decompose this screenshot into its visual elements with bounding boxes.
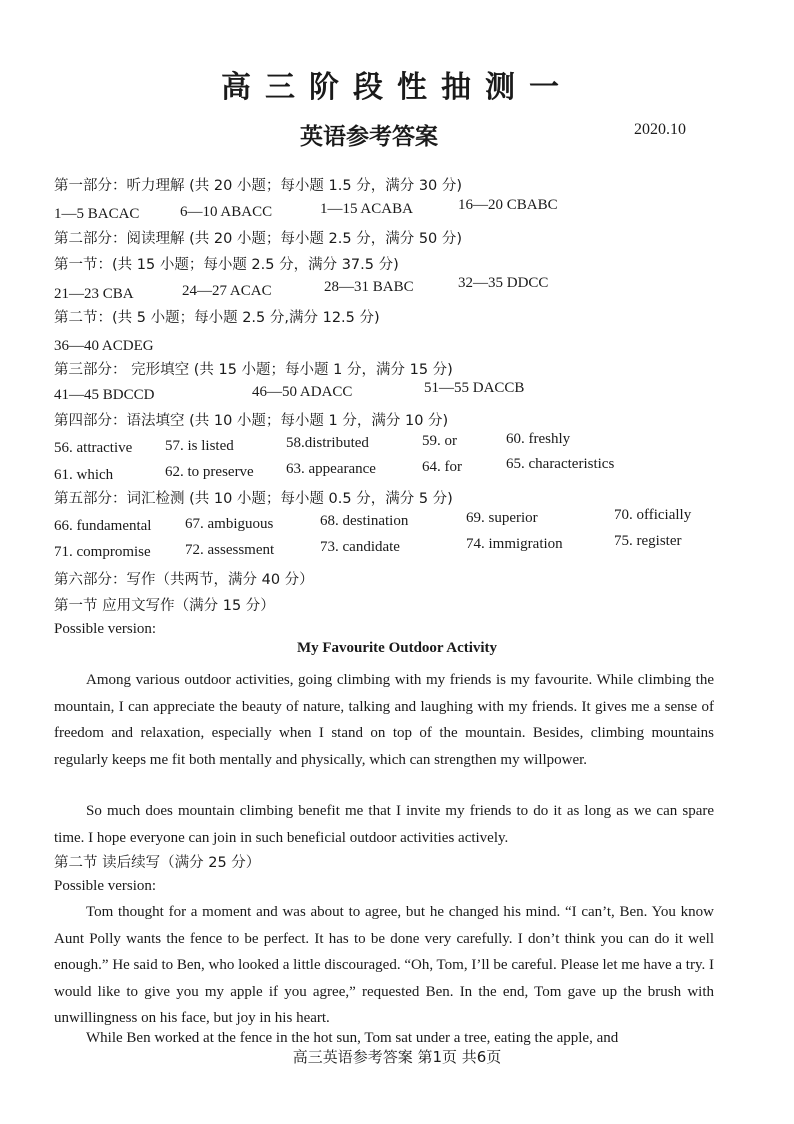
part5-answer: 67. ambiguous <box>185 516 274 532</box>
part5-answer: 70. officially <box>614 507 692 523</box>
essay-title: My Favourite Outdoor Activity <box>296 640 498 656</box>
part5-answer: 75. register <box>614 533 682 549</box>
part1-answer: 1—15 ACABA <box>320 201 413 217</box>
story-paragraph: Tom thought for a moment and was about to agree, but he changed his mind. “I can’t, Ben. You know Aunt Polly wants the fence to be perfect. It has to be done very carefully. I don’t think you can do it well enough.” He said to Ben, who looked a little discouraged. “Oh, Tom, I’ll be careful. Please let me have a try. I would like to give you my apple if you agree,” requested Ben. In the end, Tom gave up the brush with unwillingness on his face, but joy in his heart. <box>54 904 714 1026</box>
part1-heading: 第一部分：听力理解 (共 20 小题；每小题 1.5 分，满分 30 分) <box>54 178 463 194</box>
writing-section1-heading: 第一节 应用文写作（满分 15 分） <box>54 598 275 614</box>
part6-heading: 第六部分：写作（共两节，满分 40 分） <box>54 572 314 588</box>
part5-answer: 71. compromise <box>54 544 151 560</box>
part4-answer: 60. freshly <box>506 431 571 447</box>
writing-section2-heading: 第二节 读后续写（满分 25 分） <box>54 855 261 871</box>
part3-answer: 46—50 ADACC <box>252 384 353 400</box>
part1-answer: 1—5 BACAC <box>54 206 140 222</box>
part3-answer: 41—45 BDCCD <box>54 387 155 403</box>
part4-answer: 57. is listed <box>165 438 234 454</box>
part1-answer: 16—20 CBABC <box>458 197 558 213</box>
part4-answer: 63. appearance <box>286 461 376 477</box>
page-footer: 高三英语参考答案 第1页 共6页 <box>292 1048 502 1066</box>
part1-answer: 6—10 ABACC <box>180 204 273 220</box>
part5-answer: 68. destination <box>320 513 409 529</box>
part2-answer: 24—27 ACAC <box>182 283 272 299</box>
part5-answer: 69. superior <box>466 510 538 526</box>
part4-answer: 64. for <box>422 459 462 475</box>
story-paragraph: While Ben worked at the fence in the hot sun, Tom sat under a tree, eating the apple, and <box>86 1030 619 1046</box>
essay-paragraph: So much does mountain climbing benefit me that I invite my friends to do it as long as we can spare time. I hope everyone can join in such beneficial outdoor activities actively. <box>54 803 714 846</box>
possible-version-label: Possible version: <box>54 621 157 637</box>
part5-heading: 第五部分：词汇检测 (共 10 小题；每小题 0.5 分，满分 5 分) <box>54 491 453 507</box>
part4-answer: 61. which <box>54 467 114 483</box>
possible-version-label: Possible version: <box>54 878 157 894</box>
part4-heading: 第四部分：语法填空 (共 10 小题；每小题 1 分，满分 10 分) <box>54 413 449 429</box>
part2-section1-heading: 第一节：(共 15 小题；每小题 2.5 分，满分 37.5 分) <box>54 257 399 273</box>
part2-section2-heading: 第二节：(共 5 小题；每小题 2.5 分,满分 12.5 分) <box>54 310 380 326</box>
part3-answer: 51—55 DACCB <box>424 380 525 396</box>
exam-date: 2020.10 <box>634 121 686 138</box>
part2-answer: 28—31 BABC <box>324 279 414 295</box>
part4-answer: 62. to preserve <box>165 464 254 480</box>
part5-answer: 73. candidate <box>320 539 400 555</box>
part3-heading: 第三部分： 完形填空 (共 15 小题；每小题 1 分，满分 15 分) <box>54 362 453 378</box>
part5-answer: 74. immigration <box>466 536 563 552</box>
part5-answer: 66. fundamental <box>54 518 152 534</box>
part5-answer: 72. assessment <box>185 542 275 558</box>
page-title: 高三阶段性抽测一 <box>221 70 573 105</box>
part4-answer: 58.distributed <box>286 435 369 451</box>
part2-answer: 36—40 ACDEG <box>54 338 154 354</box>
essay-paragraph: Among various outdoor activities, going climbing with my friends is my favourite. While climbing the mountain, I can appreciate the beauty of nature, talking and laughing with my friends. It gives me a sense of freedom and relaxation, especially when I stand on top of the mountain. Besides, climbing mountains regularly keeps me fit both mentally and physically, which can strengthen my willpower. <box>54 672 714 768</box>
part4-answer: 59. or <box>422 433 457 449</box>
part2-answer: 32—35 DDCC <box>458 275 549 291</box>
part2-heading: 第二部分：阅读理解 (共 20 小题；每小题 2.5 分，满分 50 分) <box>54 231 463 247</box>
part4-answer: 56. attractive <box>54 440 133 456</box>
part2-answer: 21—23 CBA <box>54 286 134 302</box>
page-subtitle: 英语参考答案 <box>300 124 438 150</box>
part4-answer: 65. characteristics <box>506 456 615 472</box>
